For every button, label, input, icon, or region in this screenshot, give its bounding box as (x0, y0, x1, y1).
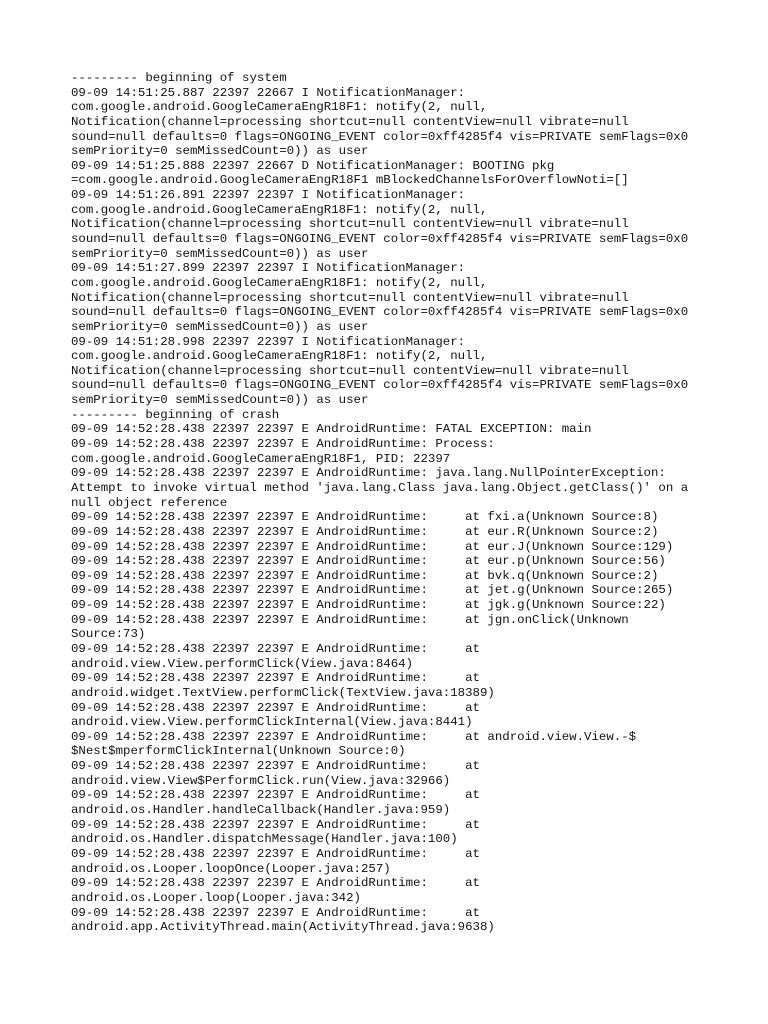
log-line: 09-09 14:52:28.438 22397 22397 E AndroidRuntime: at (71, 905, 480, 920)
log-line: 09-09 14:52:28.438 22397 22397 E AndroidRuntime: FATAL EXCEPTION: main (71, 422, 592, 437)
log-line: com.google.android.GoogleCameraEngR18F1: notify(2, null, (71, 275, 488, 290)
log-line: null object reference (71, 495, 228, 510)
log-line: 09-09 14:52:28.438 22397 22397 E AndroidRuntime: at (71, 846, 480, 861)
log-line: Source:73) (71, 627, 146, 642)
log-line: 09-09 14:52:28.438 22397 22397 E AndroidRuntime: at (71, 759, 480, 774)
log-line: com.google.android.GoogleCameraEngR18F1: notify(2, null, (71, 100, 488, 115)
log-line: semPriority=0 semMissedCount=0)) as user (71, 319, 369, 334)
log-line: Notification(channel=processing shortcut=null contentView=null vibrate=null (71, 114, 629, 129)
log-line: 09-09 14:51:25.887 22397 22667 I NotificationManager: (71, 85, 466, 100)
log-line: semPriority=0 semMissedCount=0)) as user (71, 393, 369, 408)
log-line: 09-09 14:52:28.438 22397 22397 E AndroidRuntime: at eur.R(Unknown Source:2) (71, 524, 659, 539)
log-line: android.widget.TextView.performClick(TextView.java:18389) (71, 685, 495, 700)
log-line: 09-09 14:52:28.438 22397 22397 E AndroidRuntime: at bvk.q(Unknown Source:2) (71, 568, 659, 583)
log-document (71, 71, 711, 935)
log-text-block (71, 71, 711, 935)
log-line: com.google.android.GoogleCameraEngR18F1, PID: 22397 (71, 451, 451, 466)
log-line: 09-09 14:52:28.438 22397 22397 E AndroidRuntime: at (71, 700, 480, 715)
log-line: --------- beginning of system (71, 71, 287, 85)
log-line: 09-09 14:52:28.438 22397 22397 E AndroidRuntime: at eur.J(Unknown Source:129) (71, 539, 674, 554)
log-line: $Nest$mperformClickInternal(Unknown Source:0) (71, 744, 406, 759)
log-line: sound=null defaults=0 flags=ONGOING_EVENT color=0xff4285f4 vis=PRIVATE semFlags=0x0 (71, 129, 689, 144)
log-line: 09-09 14:52:28.438 22397 22397 E AndroidRuntime: at (71, 641, 480, 656)
log-line: Notification(channel=processing shortcut=null contentView=null vibrate=null (71, 290, 629, 305)
log-line: 09-09 14:52:28.438 22397 22397 E AndroidRuntime: java.lang.NullPointerException: (71, 466, 666, 481)
log-line: semPriority=0 semMissedCount=0)) as user (71, 144, 369, 159)
log-line: 09-09 14:52:28.438 22397 22397 E AndroidRuntime: at android.view.View.-$ (71, 729, 637, 744)
log-line: 09-09 14:52:28.438 22397 22397 E AndroidRuntime: at (71, 876, 480, 891)
log-line: 09-09 14:52:28.438 22397 22397 E AndroidRuntime: at eur.p(Unknown Source:56) (71, 554, 666, 569)
log-line: Notification(channel=processing shortcut=null contentView=null vibrate=null (71, 217, 629, 232)
log-line: android.os.Handler.dispatchMessage(Handler.java:100) (71, 832, 458, 847)
log-line: android.os.Looper.loop(Looper.java:342) (71, 890, 361, 905)
log-line: =com.google.android.GoogleCameraEngR18F1 mBlockedChannelsForOverflowNoti=[] (71, 173, 629, 188)
log-line: android.view.View.performClick(View.java:8464) (71, 656, 414, 671)
log-line: android.app.ActivityThread.main(ActivityThread.java:9638) (71, 920, 495, 935)
log-line: android.view.View$PerformClick.run(View.java:32966) (71, 773, 451, 788)
log-line: 09-09 14:52:28.438 22397 22397 E AndroidRuntime: at jgn.onClick(Unknown (71, 612, 629, 627)
log-line: 09-09 14:51:25.888 22397 22667 D NotificationManager: BOOTING pkg (71, 158, 555, 173)
log-line: 09-09 14:52:28.438 22397 22397 E AndroidRuntime: at jgk.g(Unknown Source:22) (71, 598, 666, 613)
log-line: android.view.View.performClickInternal(View.java:8441) (71, 715, 473, 730)
log-line: com.google.android.GoogleCameraEngR18F1: notify(2, null, (71, 349, 488, 364)
log-line: 09-09 14:52:28.438 22397 22397 E AndroidRuntime: at (71, 817, 480, 832)
log-line: 09-09 14:51:27.899 22397 22397 I NotificationManager: (71, 261, 466, 276)
log-line: 09-09 14:51:26.891 22397 22397 I NotificationManager: (71, 188, 466, 203)
log-line: android.os.Looper.loopOnce(Looper.java:257) (71, 861, 391, 876)
log-line: 09-09 14:52:28.438 22397 22397 E AndroidRuntime: at jet.g(Unknown Source:265) (71, 583, 674, 598)
log-line: 09-09 14:52:28.438 22397 22397 E AndroidRuntime: at (71, 788, 480, 803)
log-line: sound=null defaults=0 flags=ONGOING_EVENT color=0xff4285f4 vis=PRIVATE semFlags=0x0 (71, 232, 689, 247)
log-line: 09-09 14:52:28.438 22397 22397 E AndroidRuntime: at fxi.a(Unknown Source:8) (71, 510, 659, 525)
log-line: Attempt to invoke virtual method 'java.lang.Class java.lang.Object.getClass()' on a (71, 480, 689, 495)
log-line: 09-09 14:52:28.438 22397 22397 E AndroidRuntime: Process: (71, 437, 495, 452)
log-line: --------- beginning of crash (71, 407, 280, 422)
log-line: 09-09 14:51:28.998 22397 22397 I NotificationManager: (71, 334, 466, 349)
log-line: Notification(channel=processing shortcut=null contentView=null vibrate=null (71, 363, 629, 378)
log-line: sound=null defaults=0 flags=ONGOING_EVENT color=0xff4285f4 vis=PRIVATE semFlags=0x0 (71, 378, 689, 393)
log-line: com.google.android.GoogleCameraEngR18F1: notify(2, null, (71, 202, 488, 217)
log-line: android.os.Handler.handleCallback(Handler.java:959) (71, 803, 451, 818)
log-line: sound=null defaults=0 flags=ONGOING_EVENT color=0xff4285f4 vis=PRIVATE semFlags=0x0 (71, 305, 689, 320)
log-line: semPriority=0 semMissedCount=0)) as user (71, 246, 369, 261)
log-line: 09-09 14:52:28.438 22397 22397 E AndroidRuntime: at (71, 671, 480, 686)
